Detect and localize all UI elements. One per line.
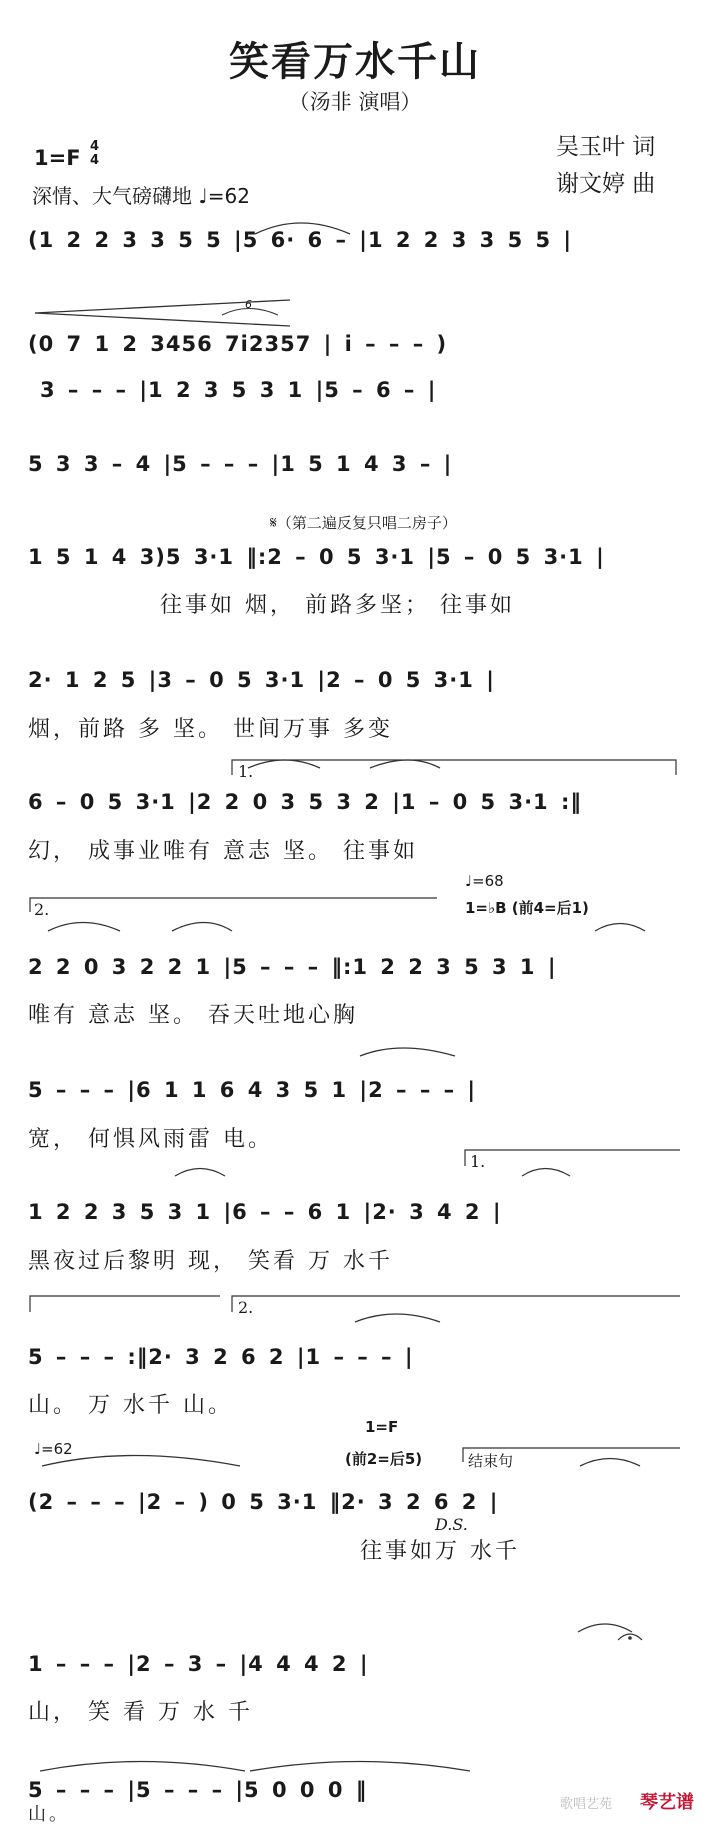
- tempo-text: 深情、大气磅礴地: [32, 184, 192, 208]
- lyricist-credit: 吴玉叶 词: [556, 134, 656, 160]
- repeat-note-text: （第二遍反复只唱二房子）: [276, 514, 457, 532]
- lyric-row: 山。 万 水千 山。: [28, 1393, 233, 1418]
- lyric-row: 山。: [28, 1804, 70, 1825]
- lyric-row: 往事如 烟， 前路多坚； 往事如: [160, 593, 515, 618]
- ending-two-label-second: 2.: [238, 1298, 254, 1317]
- sextuplet-number: 6: [245, 298, 252, 311]
- key-change-f: 1=F: [365, 1418, 399, 1436]
- segno-icon: 𝄋: [270, 513, 277, 532]
- performer-subtitle: （汤非 演唱）: [288, 90, 422, 114]
- key-change-bb: 1=♭B (前4=后1): [465, 899, 589, 917]
- lyric-row: 唯有 意志 坚。 吞天吐地心胸: [28, 1003, 358, 1028]
- lyric-row: 幻， 成事业唯有 意志 坚。 往事如: [28, 839, 418, 864]
- final-phrase-label: 结束句: [468, 1452, 514, 1470]
- lyric-row: 山， 笑 看 万 水 千: [28, 1700, 253, 1725]
- ending-one-label-second: 1.: [470, 1152, 486, 1171]
- dal-segno-mark: D.S.: [435, 1515, 468, 1534]
- time-signature-bottom: 4: [90, 153, 100, 168]
- tempo-value: ♩=62: [198, 184, 250, 208]
- tempo-change-62: ♩=62: [34, 1440, 73, 1458]
- lyric-row: 黑夜过后黎明 现， 笑看 万 水千: [28, 1249, 393, 1274]
- song-title: 笑看万水千山: [229, 38, 481, 85]
- ending-two-label: 2.: [34, 900, 50, 919]
- notation-row: (2 – – – |2 – ) 0 5 3·1 ‖2· 3 2 6 2 |: [28, 1490, 499, 1514]
- notation-row: 5 3 3 – 4 |5 – – – |1 5 1 4 3 – |: [28, 452, 453, 476]
- notation-row: 5 – – – |5 – – – |5 0 0 0 ‖: [28, 1778, 368, 1802]
- notation-row: 5 – – – :‖2· 3 2 6 2 |1 – – – |: [28, 1345, 414, 1369]
- notation-row: 6 – 0 5 3·1 |2 2 0 3 5 3 2 |1 – 0 5 3·1 :‖: [28, 790, 582, 814]
- notation-row: 1 2 2 3 5 3 1 |6 – – 6 1 |2· 3 4 2 |: [28, 1200, 502, 1224]
- notation-row: (1 2 2 3 3 5 5 |5 6· 6 – |1 2 2 3 3 5 5 |: [28, 228, 573, 252]
- notation-row: 1 5 1 4 3)5 3·1 ‖:2 – 0 5 3·1 |5 – 0 5 3·1 |: [28, 545, 605, 569]
- notation-row: 5 – – – |6 1 1 6 4 3 5 1 |2 – – – |: [28, 1078, 477, 1102]
- tempo-change-68: ♩=68: [465, 872, 504, 890]
- notation-row: 2· 1 2 5 |3 – 0 5 3·1 |2 – 0 5 3·1 |: [28, 668, 495, 692]
- notation-row: 3 – – – |1 2 3 5 3 1 |5 – 6 – |: [40, 378, 437, 402]
- time-signature: [90, 140, 99, 168]
- key-signature: 1=F: [34, 146, 81, 170]
- notation-row: 2 2 0 3 2 2 1 |5 – – – ‖:1 2 2 3 5 3 1 |: [28, 955, 557, 979]
- site-logo: 琴艺谱: [640, 1792, 694, 1813]
- time-signature-top: 4: [90, 139, 100, 154]
- ending-one-label: 1.: [238, 762, 254, 781]
- key-change-note: (前2=后5): [345, 1450, 423, 1468]
- notation-row: (0 7 1 2 3456 7i2357 | i – – – ): [28, 332, 448, 356]
- tempo-marking: [32, 180, 250, 209]
- composer-credit: 谢文婷 曲: [556, 171, 656, 197]
- lyric-row: 往事如万 水千: [360, 1539, 520, 1564]
- watermark-text: 歌唱艺苑: [560, 1797, 613, 1812]
- notation-row: 1 – – – |2 – 3 – |4 4 4 2 |: [28, 1652, 369, 1676]
- lyric-row: 烟，前路 多 坚。 世间万事 多变: [28, 717, 393, 742]
- lyric-row: 宽， 何惧风雨雷 电。: [28, 1127, 273, 1152]
- segno-repeat-note: [270, 512, 457, 533]
